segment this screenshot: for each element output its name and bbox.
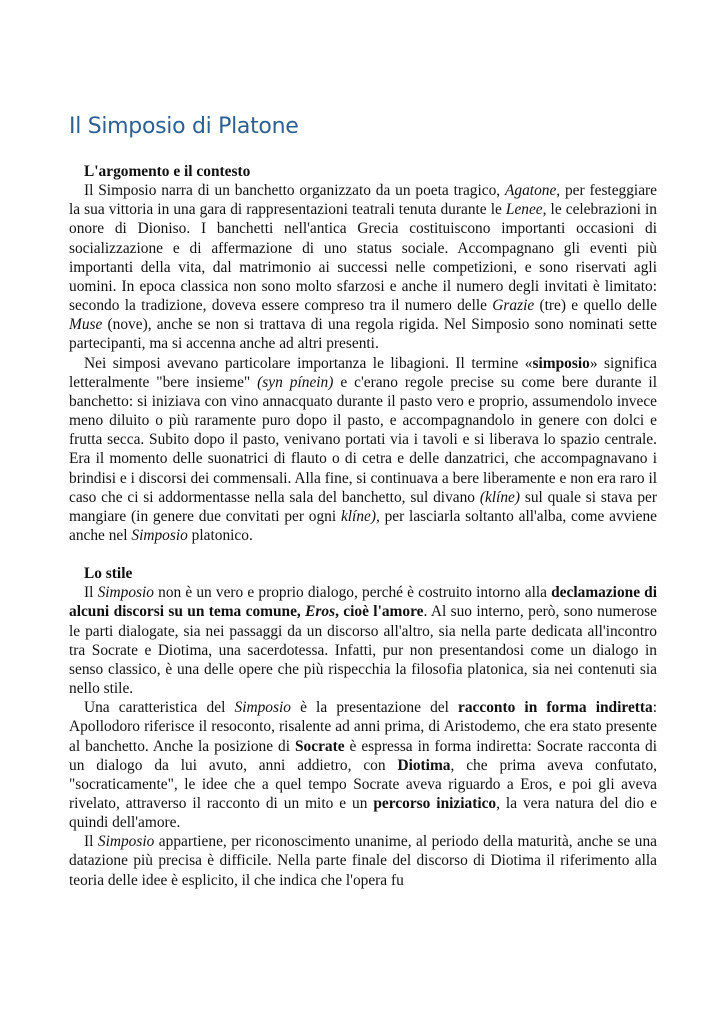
text-run: (nove), anche se non si trattava di una regola rigida. Nel Simposio sono nominati sette partecipanti, ma si accenna anche ad altri presenti. [69, 316, 657, 353]
section-context [69, 162, 657, 545]
text-run-bold: , cioè l'amore [335, 603, 424, 621]
paragraph [69, 698, 657, 832]
text-run-italic: Simposio [234, 699, 291, 717]
text-run-italic: Grazie [492, 297, 535, 315]
text-run-bolditalic: Eros [305, 603, 336, 621]
document-body [69, 162, 657, 890]
text-run: sul quale si stava per mangiare (in genere due convitati per ogni [69, 488, 657, 525]
text-run-italic: Simposio [97, 584, 154, 602]
text-run: : Apollodoro riferisce il resoconto, risalente ad anni prima, di Aristodemo, che era stato presente al banchetto. Anche la posizione di [69, 699, 658, 755]
text-run-italic: Simposio [97, 833, 155, 851]
section-heading: Lo stile [84, 565, 133, 583]
text-run-bold: declamazione di alcuni discorsi su un tema comune, [69, 584, 658, 621]
text-run: (tre) e quello delle [534, 297, 657, 315]
text-run: non è un vero e proprio dialogo, perché è costruito intorno alla [154, 584, 552, 602]
text-run: Il Simposio narra di un banchetto organizzato da un poeta tragico, [84, 182, 505, 200]
text-run-italic: (klíne) [479, 488, 520, 506]
text-run-bold: Diotima [397, 756, 451, 774]
section-spacer [69, 545, 657, 564]
text-run-bold: Socrate [295, 737, 345, 755]
text-run: e c'erano regole precise su come bere durante il banchetto: si iniziava con vino annacquato durante il pasto vero e proprio, assumendolo invece meno diluito o più raramente puro dopo il pasto, e accompagnandolo in genere con dolci e frutta secca. Subito dopo il pasto, venivano portati via i tavoli e si liberava lo spazio centrale. Era il momento delle suonatrici di flauto o di cetra e delle danzatrici, che accompagnavano i brindisi e i discorsi dei commensali. Alla fine, si continuava a bere liberamente e non era raro il caso che ci si addormentasse nella sala del banchetto, sul divano [69, 373, 657, 506]
text-run-italic: klíne), [340, 507, 380, 525]
text-run-italic: (syn pínein) [257, 373, 334, 391]
text-run: , le celebrazioni in onore di Dioniso. I banchetti nell'antica Grecia costituiscono importanti occasioni di socializzazione e di affermazione di uno status sociale. Accompagnano gli eventi più importanti della vita, dal matrimonio ai successi nelle competizioni, e sono riservati agli uomini. In epoca classica non sono molto sfarzosi e anche il numero degli invitati è limitato: secondo la tradizione, doveva essere compreso tra il numero delle [69, 201, 657, 315]
text-run-bold: simposio [532, 354, 590, 372]
text-run: . Al suo interno, però, sono numerose le parti dialogate, sia nei passaggi da un discorso all'altro, sia nella parte dedicata all'incontro tra Socrate e Diotima, una sacerdotessa. Infatti, pur non presentandosi come un dialogo in senso classico, è una delle opere che più rispecchia la filosofia platonica, sia nei contenuti sia nello stile. [69, 603, 657, 698]
text-run: appartiene, per riconoscimento unanime, al periodo della maturità, anche se una datazione più precisa è difficile. Nella parte finale del discorso di Diotima il riferimento alla teoria delle idee è esplicito, il che indica che l'opera fu [69, 833, 657, 889]
paragraph [69, 832, 657, 889]
text-run-italic: Lenee [505, 201, 543, 219]
document-title: Il Simposio di Platone [69, 114, 299, 139]
section-style [69, 564, 657, 890]
text-run: è espressa in forma indiretta: Socrate racconta di un dialogo da lui avuto, anni addietro, con [69, 737, 657, 774]
text-run-bold: percorso iniziatico [373, 795, 497, 812]
text-run-bold: racconto in forma indiretta [458, 699, 653, 717]
text-run-italic: Simposio [131, 526, 188, 544]
text-run: platonico. [187, 526, 253, 544]
text-run: , la vera natura del dio e quindi dell'amore. [69, 795, 657, 832]
text-run: Nei simposi avevano particolare importanza le libagioni. Il termine « [84, 354, 533, 372]
text-run: è la presentazione del [290, 699, 459, 717]
text-run: , che prima aveva confutato, "socraticamente", le idee che a quel tempo Socrate aveva riguardo a Eros, e poi gli aveva rivelato, attraverso il racconto di un mito e un [69, 756, 657, 812]
paragraph [69, 181, 657, 353]
text-run-italic: Muse [69, 316, 103, 334]
paragraph [69, 354, 657, 546]
text-run: , per festeggiare la sua vittoria in una gara di rappresentazioni teatrali tenuta durante le [69, 182, 657, 219]
section-heading: L'argomento e il contesto [84, 163, 251, 180]
text-run-italic: Agatone [505, 182, 557, 200]
text-run: » significa letteralmente "bere insieme" [69, 354, 657, 391]
paragraph [69, 583, 657, 698]
text-run: Una caratteristica del [84, 699, 235, 717]
text-run: Il [84, 833, 98, 851]
text-run: per lasciarla soltanto all'alba, come avviene anche nel [69, 507, 657, 544]
text-run: Il [84, 584, 98, 602]
